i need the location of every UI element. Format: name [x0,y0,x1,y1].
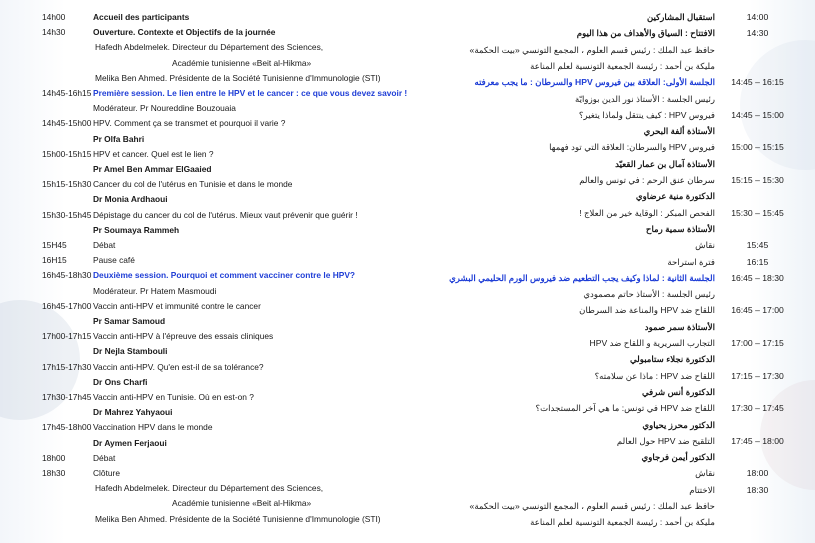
session-time: 15h00-15h15 [42,148,92,159]
session-time: 14:45 – 16:15 [731,77,784,88]
session-text: اللقاح ضد HPV : ماذا عن سلامته؟ [594,370,715,381]
session-text: مليكة بن أحمد : رئيسة الجمعية التونسية لعلم المناعة [530,517,715,528]
session-text: اللقاح ضد HPV في تونس: ما هي آخر المستجدات؟ [535,403,715,414]
session-text: الأستاذة سمر صمود [644,321,715,332]
session-text: Pause café [93,255,135,266]
session-text: رئيس الجلسة : الأستاذ نور الدين بوزوايّة [575,93,715,104]
session-text: الأستاذة آمال بن عمار القعيّد [615,158,715,169]
session-text: Accueil des participants [93,12,190,22]
session-text: رئيس الجلسة : الأستاذ حاتم مصمودي [583,289,715,300]
session-text: HPV. Comment ça se transmet et pourquoi il varie ? [93,118,286,129]
session-text: Dr Nejla Stambouli [93,346,168,357]
session-time: 18:30 [746,484,769,495]
session-text: التلقيح ضد HPV حول العالم [616,435,715,446]
session-text: Dr Monia Ardhaoui [93,194,168,205]
session-text: الدكتور أيمن فرجاوي [641,452,715,463]
session-time: 15h15-15h30 [42,179,92,190]
session-time: 14h00 [42,12,66,22]
arabic-program-column [408,0,815,543]
session-text: فيروس HPV والسرطان: العلاقة التي تود فهمها [549,142,715,153]
session-time: 14:45 – 15:00 [731,109,784,120]
session-text: Hafedh Abdelmelek. Directeur du Département des Sciences, [95,42,324,53]
session-text: Dr Mahrez Yahyaoui [93,407,173,418]
session-text: Débat [93,452,116,463]
session-time: 16:45 – 18:30 [731,272,784,283]
session-time: 16H15 [42,255,67,266]
session-time: 16h45-18h30 [42,270,92,281]
session-text: الفحص المبكر : الوقاية خير من العلاج ! [579,207,715,218]
session-text: الجلسة الثانية : لماذا وكيف يجب التطعيم ضد فيروس الورم الحليمي البشري [449,272,715,283]
session-text: نقاش [695,468,715,479]
session-text: حافظ عبد الملك : رئيس قسم العلوم ، المجمع التونسي «بيت الحكمة» [469,501,715,511]
session-time: 14h45-16h15 [42,88,92,98]
session-text: الافتتاح : السياق والأهداف من هذا اليوم [576,28,715,39]
session-time: 16h45-17h00 [42,300,92,311]
session-text: الدكتور محرز يحياوي [642,419,715,430]
session-time: 16:15 [746,256,769,267]
session-time: 15:15 – 15:30 [731,175,784,185]
session-time: 18:00 [746,468,769,479]
session-text: Dr Aymen Ferjaoui [93,437,167,448]
session-time: 17h15-17h30 [42,361,92,372]
session-time: 17:00 – 17:15 [731,338,784,348]
session-text: Hafedh Abdelmelek. Directeur du Département des Sciences, [95,483,324,494]
session-text: Première session. Le lien entre le HPV et le cancer : ce que vous devez savoir ! [93,88,408,98]
session-time: 15:30 – 15:45 [731,207,784,218]
session-time: 18h00 [42,452,66,463]
session-text: Melika Ben Ahmed. Présidente de la Société Tunisienne d'Immunologie (STI) [95,513,381,524]
session-time: 17h00-17h15 [42,331,92,342]
session-text: Ouverture. Contexte et Objectifs de la journée [93,27,276,38]
session-time: 18h30 [42,468,66,478]
session-text: فترة استراحة [667,256,715,267]
session-text: Modérateur. Pr Noureddine Bouzouaia [93,103,236,114]
session-text: Pr Soumaya Rammeh [93,224,180,235]
session-time: 17:30 – 17:45 [731,403,784,414]
session-text: Vaccin anti-HPV et immunité contre le cancer [93,300,261,311]
session-text: استقبال المشاركين [646,12,715,22]
session-text: Vaccin anti-HPV. Qu'en est-il de sa tolérance? [93,361,264,372]
session-text: Dépistage du cancer du col de l'utérus. Mieux vaut prévenir que guérir ! [93,209,358,220]
session-text: فيروس HPV : كيف ينتقل ولماذا يتغير؟ [578,109,715,120]
session-time: 15h30-15h45 [42,209,92,220]
session-time: 14:30 [746,28,769,39]
session-text: Débat [93,240,116,250]
session-text: الأستاذة سمية رماح [645,223,715,234]
session-time: 15H45 [42,240,67,250]
session-text: Pr Olfa Bahri [93,133,145,144]
session-time: 14h45-15h00 [42,118,92,129]
session-text: HPV et cancer. Quel est le lien ? [93,148,214,159]
session-text: Pr Samar Samoud [93,316,166,326]
session-text: اللقاح ضد HPV والمناعة ضد السرطان [579,305,715,316]
session-text: سرطان عنق الرحم : في تونس والعالم [579,175,715,185]
session-text: الأستاذة ألفة البحري [643,126,715,137]
session-time: 16:45 – 17:00 [731,305,784,316]
session-text: مليكة بن أحمد : رئيسة الجمعية التونسية لعلم المناعة [530,60,715,71]
session-text: Modérateur. Pr Hatem Masmoudi [93,285,217,296]
session-text: Vaccination HPV dans le monde [93,422,213,433]
session-text: حافظ عبد الملك : رئيس قسم العلوم ، المجمع التونسي «بيت الحكمة» [469,44,715,55]
session-text: Clôture [93,468,120,478]
session-text: Vaccin anti-HPV en Tunisie. Où en est-on ? [93,392,254,402]
session-text: Deuxième session. Pourquoi et comment vacciner contre le HPV? [93,270,356,281]
session-text: الجلسة الأولى: العلاقة بين فيروس HPV والسرطان : ما يجب معرفته [474,77,715,88]
session-time: 17:45 – 18:00 [731,435,784,446]
session-time: 14:00 [746,12,769,22]
session-text: Cancer du col de l'utérus en Tunisie et dans le monde [93,179,293,190]
session-time: 15:45 [746,240,769,251]
session-time: 17h45-18h00 [42,422,92,433]
session-time: 17h30-17h45 [42,392,92,402]
session-text: Dr Ons Charfi [93,376,148,387]
session-text: الاختتام [689,484,715,495]
session-text: نقاش [695,240,715,251]
session-text: الدكتورة نجلاء ستامبولي [629,354,715,365]
session-text: Académie tunisienne «Beit al-Hikma» [172,57,312,68]
session-text: Pr Amel Ben Ammar ElGaaied [93,164,212,174]
session-text: الدكتورة أنس شرفي [641,386,715,397]
session-text: التجارب السريرية و اللقاح ضد HPV [589,338,715,348]
session-text: Melika Ben Ahmed. Présidente de la Société Tunisienne d'Immunologie (STI) [95,72,381,83]
session-time: 17:15 – 17:30 [731,370,784,381]
session-time: 14h30 [42,27,66,38]
session-text: Académie tunisienne «Beit al-Hikma» [172,498,312,509]
session-text: الدكتورة منية عرضاوي [635,191,715,202]
session-time: 15:00 – 15:15 [731,142,784,153]
session-text: Vaccin anti-HPV à l'épreuve des essais cliniques [93,331,274,342]
